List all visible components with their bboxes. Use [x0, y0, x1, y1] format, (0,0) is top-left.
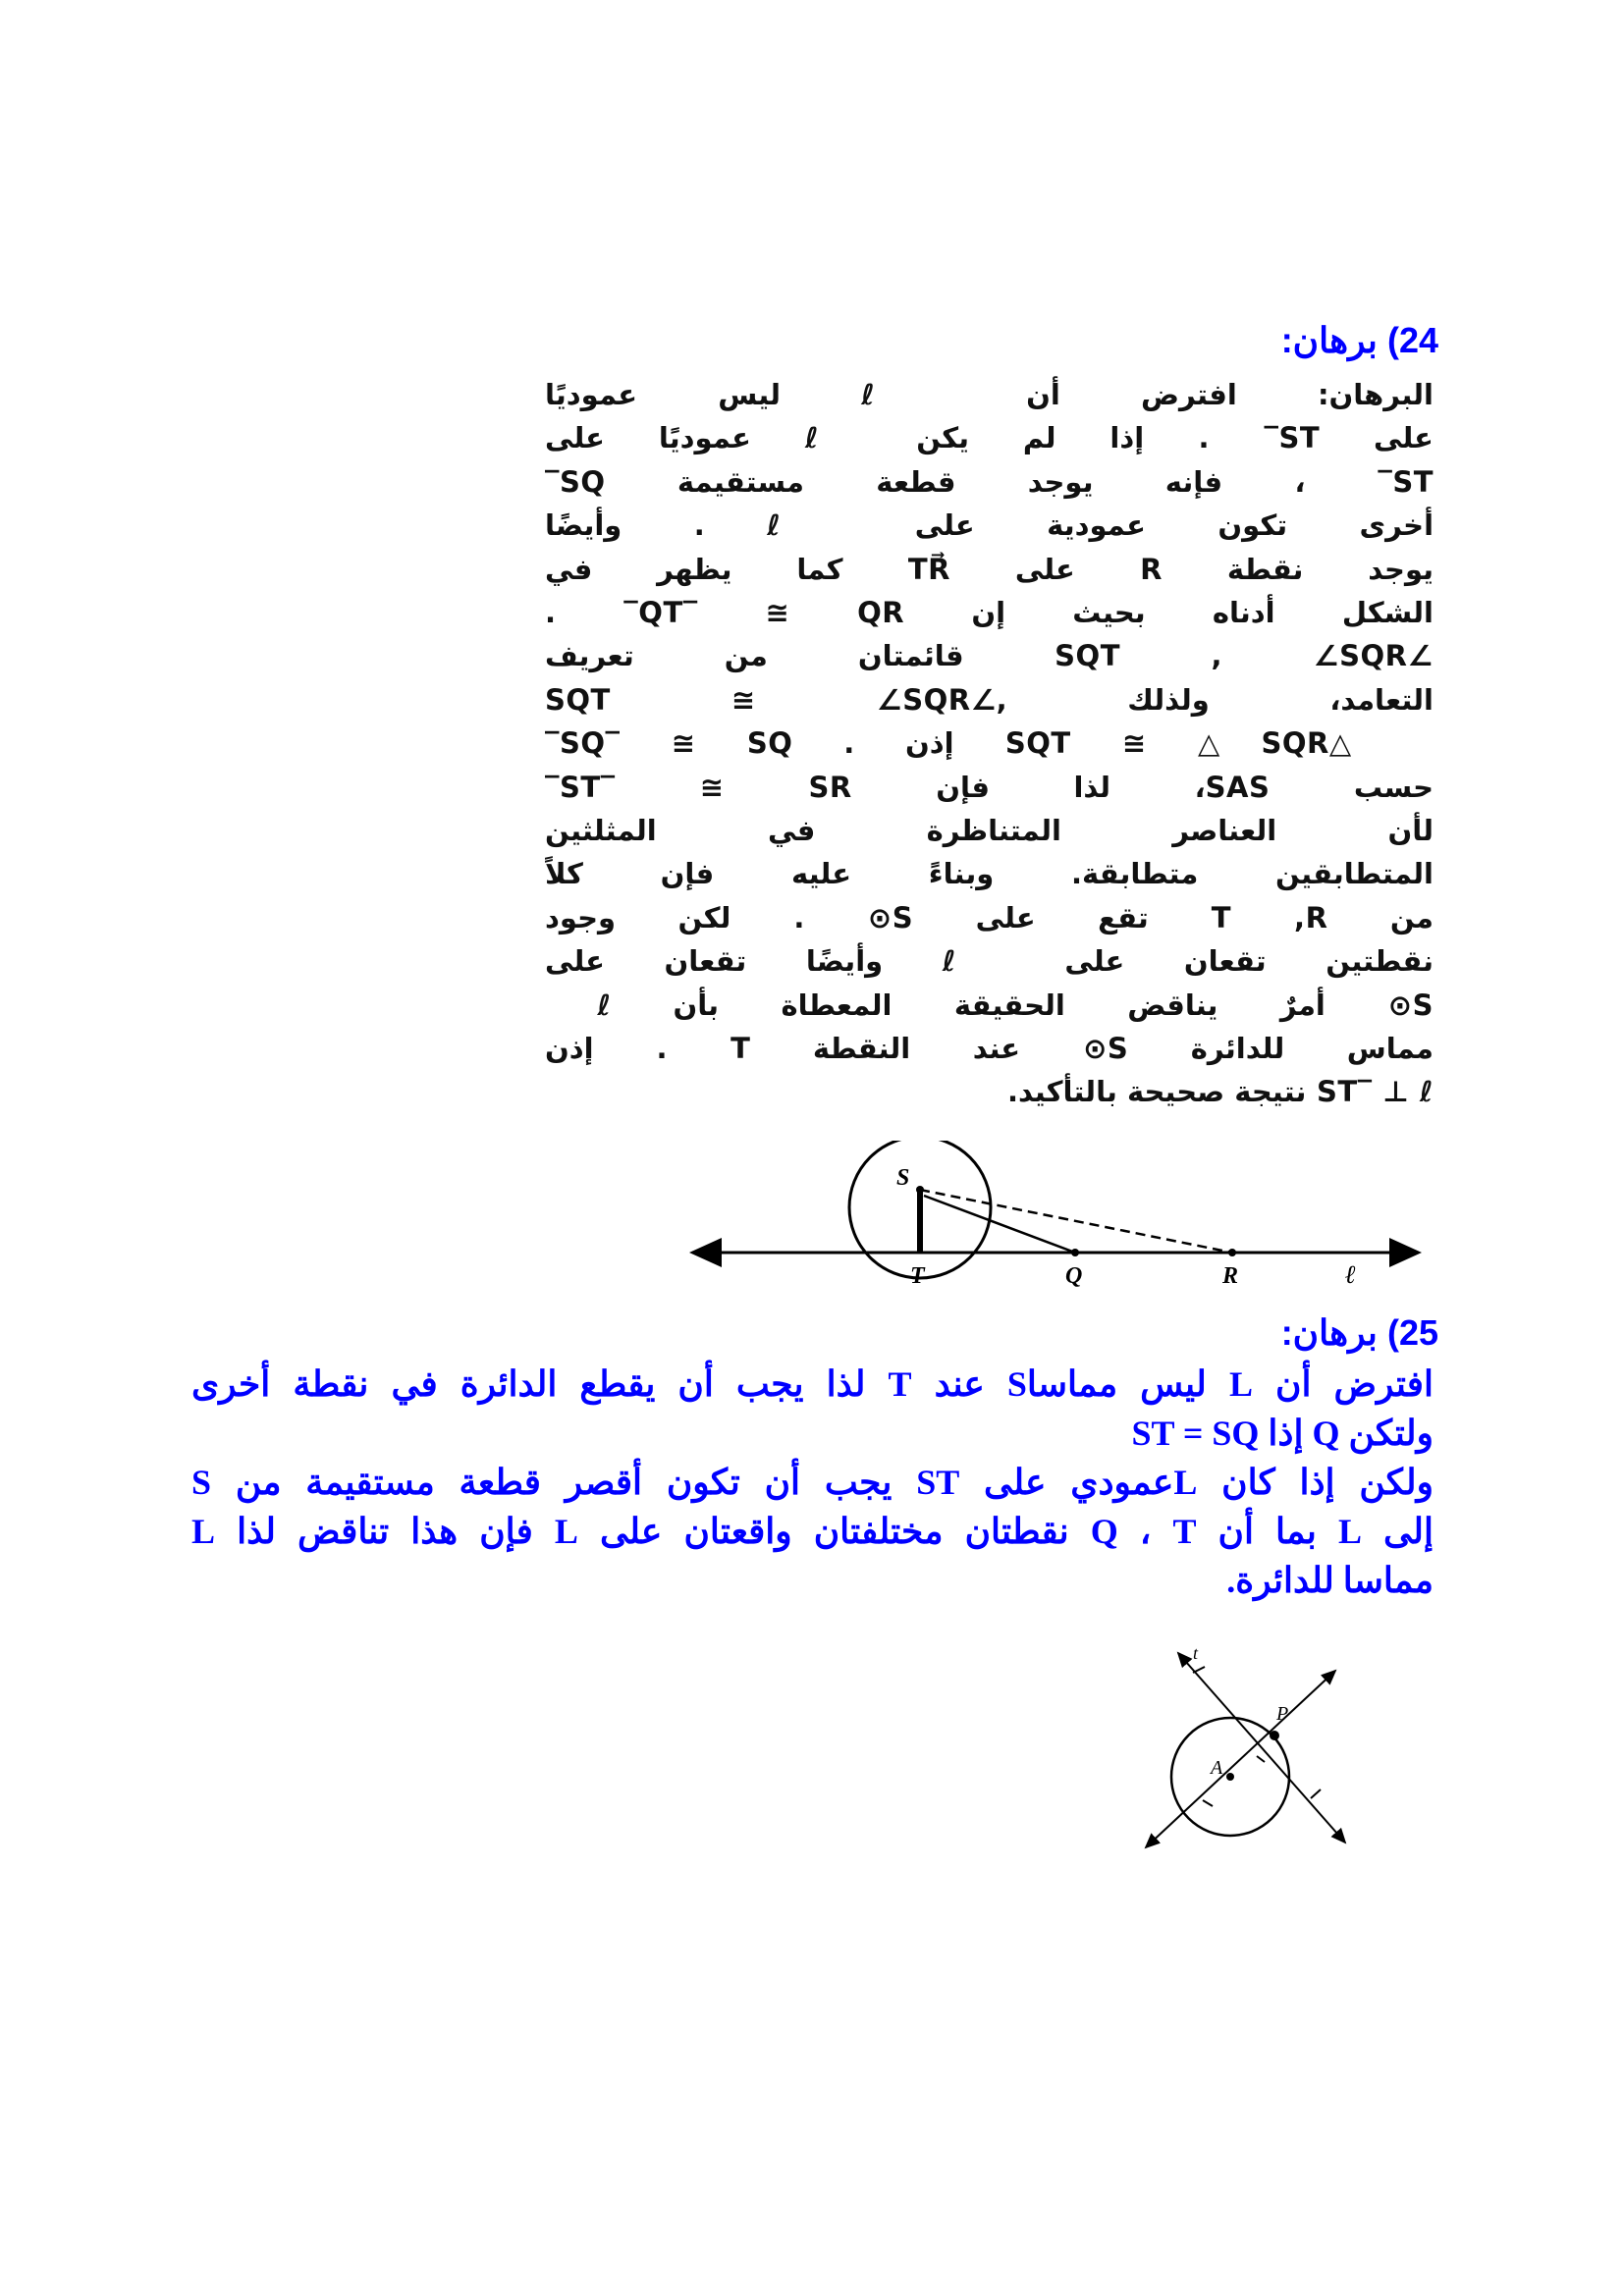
point-p — [1270, 1731, 1279, 1740]
problem-24-figure — [682, 1141, 1429, 1308]
proof-24-line-4: أخرى تكون عمودية على ℓ. وأيضًا — [545, 508, 1434, 543]
center-point-s — [916, 1186, 924, 1194]
proof-24-line-5: يوجد نقطة R على TR⃗ كما يظهر في — [545, 552, 1434, 586]
proof-24-line-3: ST‾ ، فإنه يوجد قطعة مستقيمة SQ‾ — [545, 464, 1434, 499]
proof-24-line-14: نقطتين تقعان على ℓ وأيضًا تقعان على — [545, 944, 1434, 979]
proof-25-line-1: افترض أن L ليس مماساS عند T لذا يجب أن يقطع الدائرة في نقطة أخرى — [191, 1364, 1434, 1404]
proof-25-line-4: إلى L بما أن Q ، T نقطتان مختلفتان واقعتان على L فإن هذا تناقض لذا L — [191, 1512, 1434, 1551]
proof-24-line-15: S⊙ أمرٌ يناقض الحقيقة المعطاة بأن ℓ — [545, 988, 1434, 1022]
proof-24-line-12: المتطابقين متطابقة. وبناءً عليه فإن كلاً — [545, 857, 1434, 891]
proof-24-line-2: على ST‾ . إذا لم يكن ℓ عموديًا على — [545, 421, 1434, 455]
proof-24-line-11: لأن العناصر المتناظرة في المثلثين — [545, 814, 1434, 847]
point-r — [1228, 1249, 1236, 1256]
problem-25-figure — [1134, 1641, 1355, 1852]
label-q: Q — [1065, 1263, 1083, 1289]
proof-24-line-9: △SQT ≅ △SQR إذن . SQ‾ ≅ SQ‾ — [545, 726, 1393, 761]
proof-24-line-13: من T ,R تقع على S⊙ . لكن وجود — [545, 900, 1434, 934]
proof-24-line-8: التعامد، ولذلك ,∠SQT ≅ ∠SQR — [545, 682, 1434, 717]
proof-25-line-3: ولكن إذا كان Lعمودي على ST يجب أن تكون أقصر قطعة مستقيمة من S — [191, 1463, 1434, 1502]
proof-24-line-16: مماس للدائرة S⊙ عند النقطة T . إذن — [545, 1032, 1434, 1065]
label-t-line: t — [1193, 1643, 1199, 1663]
proof-24-line-1: البرهان: افترض أن ℓ ليس عموديًا — [545, 378, 1434, 411]
segment-sr-dashed — [920, 1190, 1232, 1253]
label-r: R — [1222, 1263, 1239, 1289]
proof-25-line-5: مماسا للدائرة. — [1226, 1561, 1434, 1600]
problem-25-heading: 25) برهان: — [1280, 1312, 1438, 1353]
point-a — [1226, 1773, 1234, 1781]
proof-24-line-17: ST‾ ⊥ ℓ نتيجة صحيحة بالتأكيد. — [1006, 1075, 1434, 1109]
label-s: S — [896, 1165, 910, 1191]
proof-25-line-2: ولتكن Q إذا ST = SQ — [1131, 1414, 1434, 1453]
proof-24-line-7: ∠SQT , ∠SQR قائمتان من تعريف — [545, 639, 1434, 673]
label-a: A — [1211, 1757, 1223, 1779]
problem-24-heading: 24) برهان: — [1280, 320, 1438, 360]
label-p: P — [1276, 1703, 1289, 1725]
point-q — [1071, 1249, 1079, 1256]
label-l: ℓ — [1345, 1260, 1357, 1289]
proof-24-line-10: حسب SAS، لذا فإن ST‾ ≅ SR‾ — [545, 770, 1434, 804]
segment-sq — [924, 1196, 1075, 1253]
problem-24-proof-text — [545, 373, 1434, 1114]
line-t — [1178, 1653, 1345, 1842]
proof-24-line-6: الشكل أدناه بحيث إن QT‾ ≅ QR‾ . — [545, 596, 1434, 629]
label-t: T — [910, 1263, 925, 1289]
